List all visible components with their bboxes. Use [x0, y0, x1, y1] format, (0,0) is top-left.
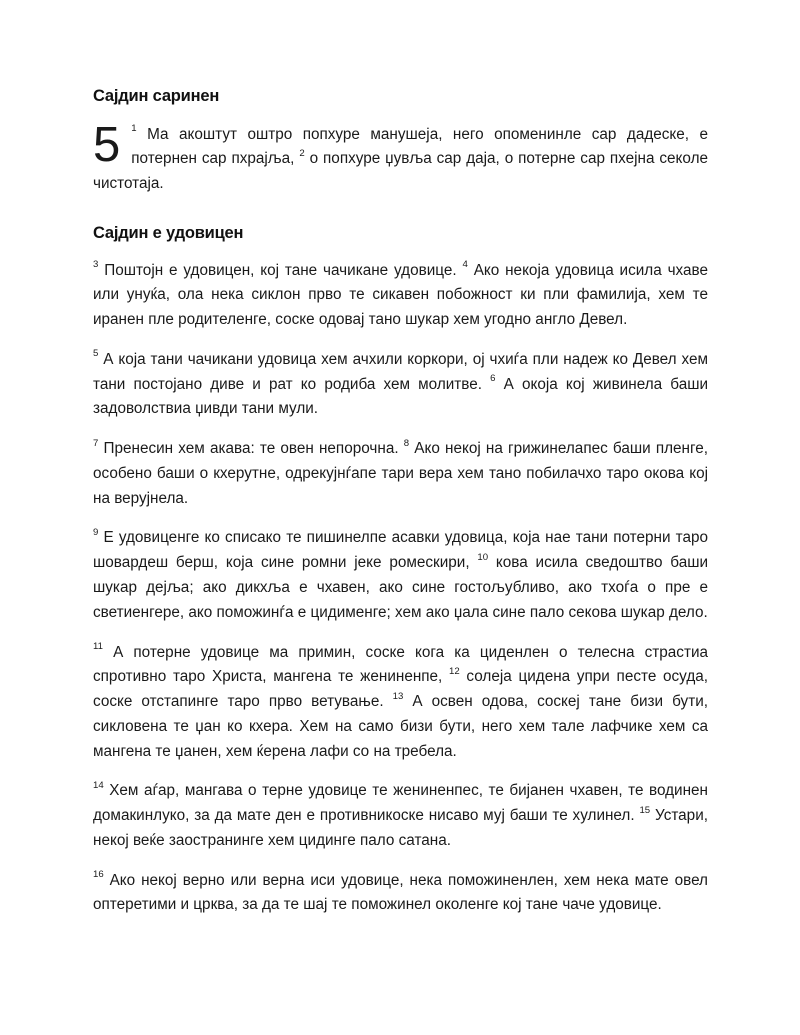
section-heading-sajdin-e-udovicen: Сајдин е удовицен	[93, 223, 244, 242]
verse-text: Ако некој верно или верна иси удовице, нека поможиненлен, хем нека мате овел оптеретими и црква, за да те шај те поможинел околенге кој тане чаче удовице.	[93, 871, 708, 914]
paragraph-verse-11-13	[93, 641, 708, 765]
paragraph-chapter-5-opening	[93, 117, 709, 197]
page-content	[93, 86, 708, 918]
verse-text: Пренесин хем акава: те овен непорочна.	[103, 440, 399, 458]
verse-number: 4	[462, 259, 468, 271]
verse-number: 14	[93, 779, 104, 791]
verse-text: А окоја кој живинела баши задоволствиа џивди тани мули.	[93, 375, 709, 418]
verse-text: Ако некоја удовица исила чхаве или унуќа, ола нека сиклон прво те сикавен побожност ки пли фамилија, хем те иранен пле родителенге, соске одовај тано шукар хем угодно англо Девел.	[93, 261, 708, 329]
verse-text: Е удовиценге ко списако те пишинелпе асавки удовица, која нае тани потерни таро шовардеш берш, која сине ромни јеке ромескири,	[93, 529, 709, 572]
verse-number: 1	[131, 123, 137, 135]
paragraph-verse-16	[93, 869, 708, 919]
verse-number: 6	[490, 373, 496, 385]
verse-number: 2	[299, 147, 305, 159]
verse-number: 10	[477, 551, 489, 563]
verse-number: 7	[93, 437, 99, 449]
verse-number: 16	[93, 869, 104, 881]
verse-number: 15	[639, 804, 651, 816]
verse-text: о попхуре џувља сар даја, о потерне сар пхејна секоле чистотаја.	[93, 150, 709, 193]
paragraph-verse-14-15	[93, 779, 708, 853]
verse-text: Устари, некој веќе заостранинге хем цидинге пало сатана.	[93, 807, 708, 849]
paragraph-verse-7-8	[93, 437, 708, 511]
paragraph-verse-5-6	[93, 348, 708, 422]
verse-text: А потерне удовице ма примин, соске кога ка циденлен о телесна страстиа спротивно таро Христа, мангена те жениненпе,	[93, 643, 709, 686]
verse-text: Поштојн е удовицен, кој тане чачикане удовице.	[104, 261, 457, 279]
verse-number: 12	[449, 665, 460, 677]
verse-text: кова исила сведоштво баши шукар дејља; ако дикхља е чхавен, ако сине гостољубливо, ако тхоѓа о пре е светиенгере, ако поможинѓа е цидименге; хем ако џала сине пало секова шукар дело.	[93, 554, 709, 621]
verse-text: Ако некој на грижинелапес баши пленге, особено баши о кхерутне, одрекујнѓапе тари вера хем тано побилачхо таро окова кој на верујнела.	[93, 440, 708, 507]
verse-text: Ма акоштут оштро попхуре манушеја, него опоменинле сар дадеске, е потернен сар пхрајља,	[131, 125, 709, 168]
verse-text: Хем аѓар, мангава о терне удовице те жениненпес, те бијанен чхавен, те водинен домакинлуко, за да мате ден е противникоске нисаво муј баши те хулинел.	[93, 782, 708, 825]
verse-text: А освен одова, соскеј тане бизи бути, сикловена те џан ко кхера. Хем на само бизи бути, него хем тале лафчике хем са мангена те џанен, хем ќерена лафи со на требела.	[93, 693, 708, 760]
verse-number: 3	[93, 259, 99, 271]
verse-number: 9	[93, 526, 99, 538]
paragraph-verse-9-10	[93, 526, 708, 625]
verse-number: 5	[93, 348, 99, 360]
section-heading-sajdin-sarinen: Сајдин саринен	[93, 87, 220, 105]
verse-text: солеја цидена упри песте осуда, соске отстапинге таро прво ветување.	[93, 668, 709, 711]
paragraph-verse-3-4	[93, 259, 708, 333]
verse-number: 8	[403, 437, 410, 449]
verse-text: А која тани чачикани удовица хем ачхили коркори, ој чхиѓа пли надеж ко Девел хем тани постојано диве и рат ко родиба хем молитве.	[93, 350, 708, 393]
chapter-number-dropcap: 5	[93, 117, 121, 172]
verse-number: 13	[392, 690, 404, 702]
chapter-body-text	[93, 117, 709, 193]
verse-number: 11	[93, 640, 103, 652]
